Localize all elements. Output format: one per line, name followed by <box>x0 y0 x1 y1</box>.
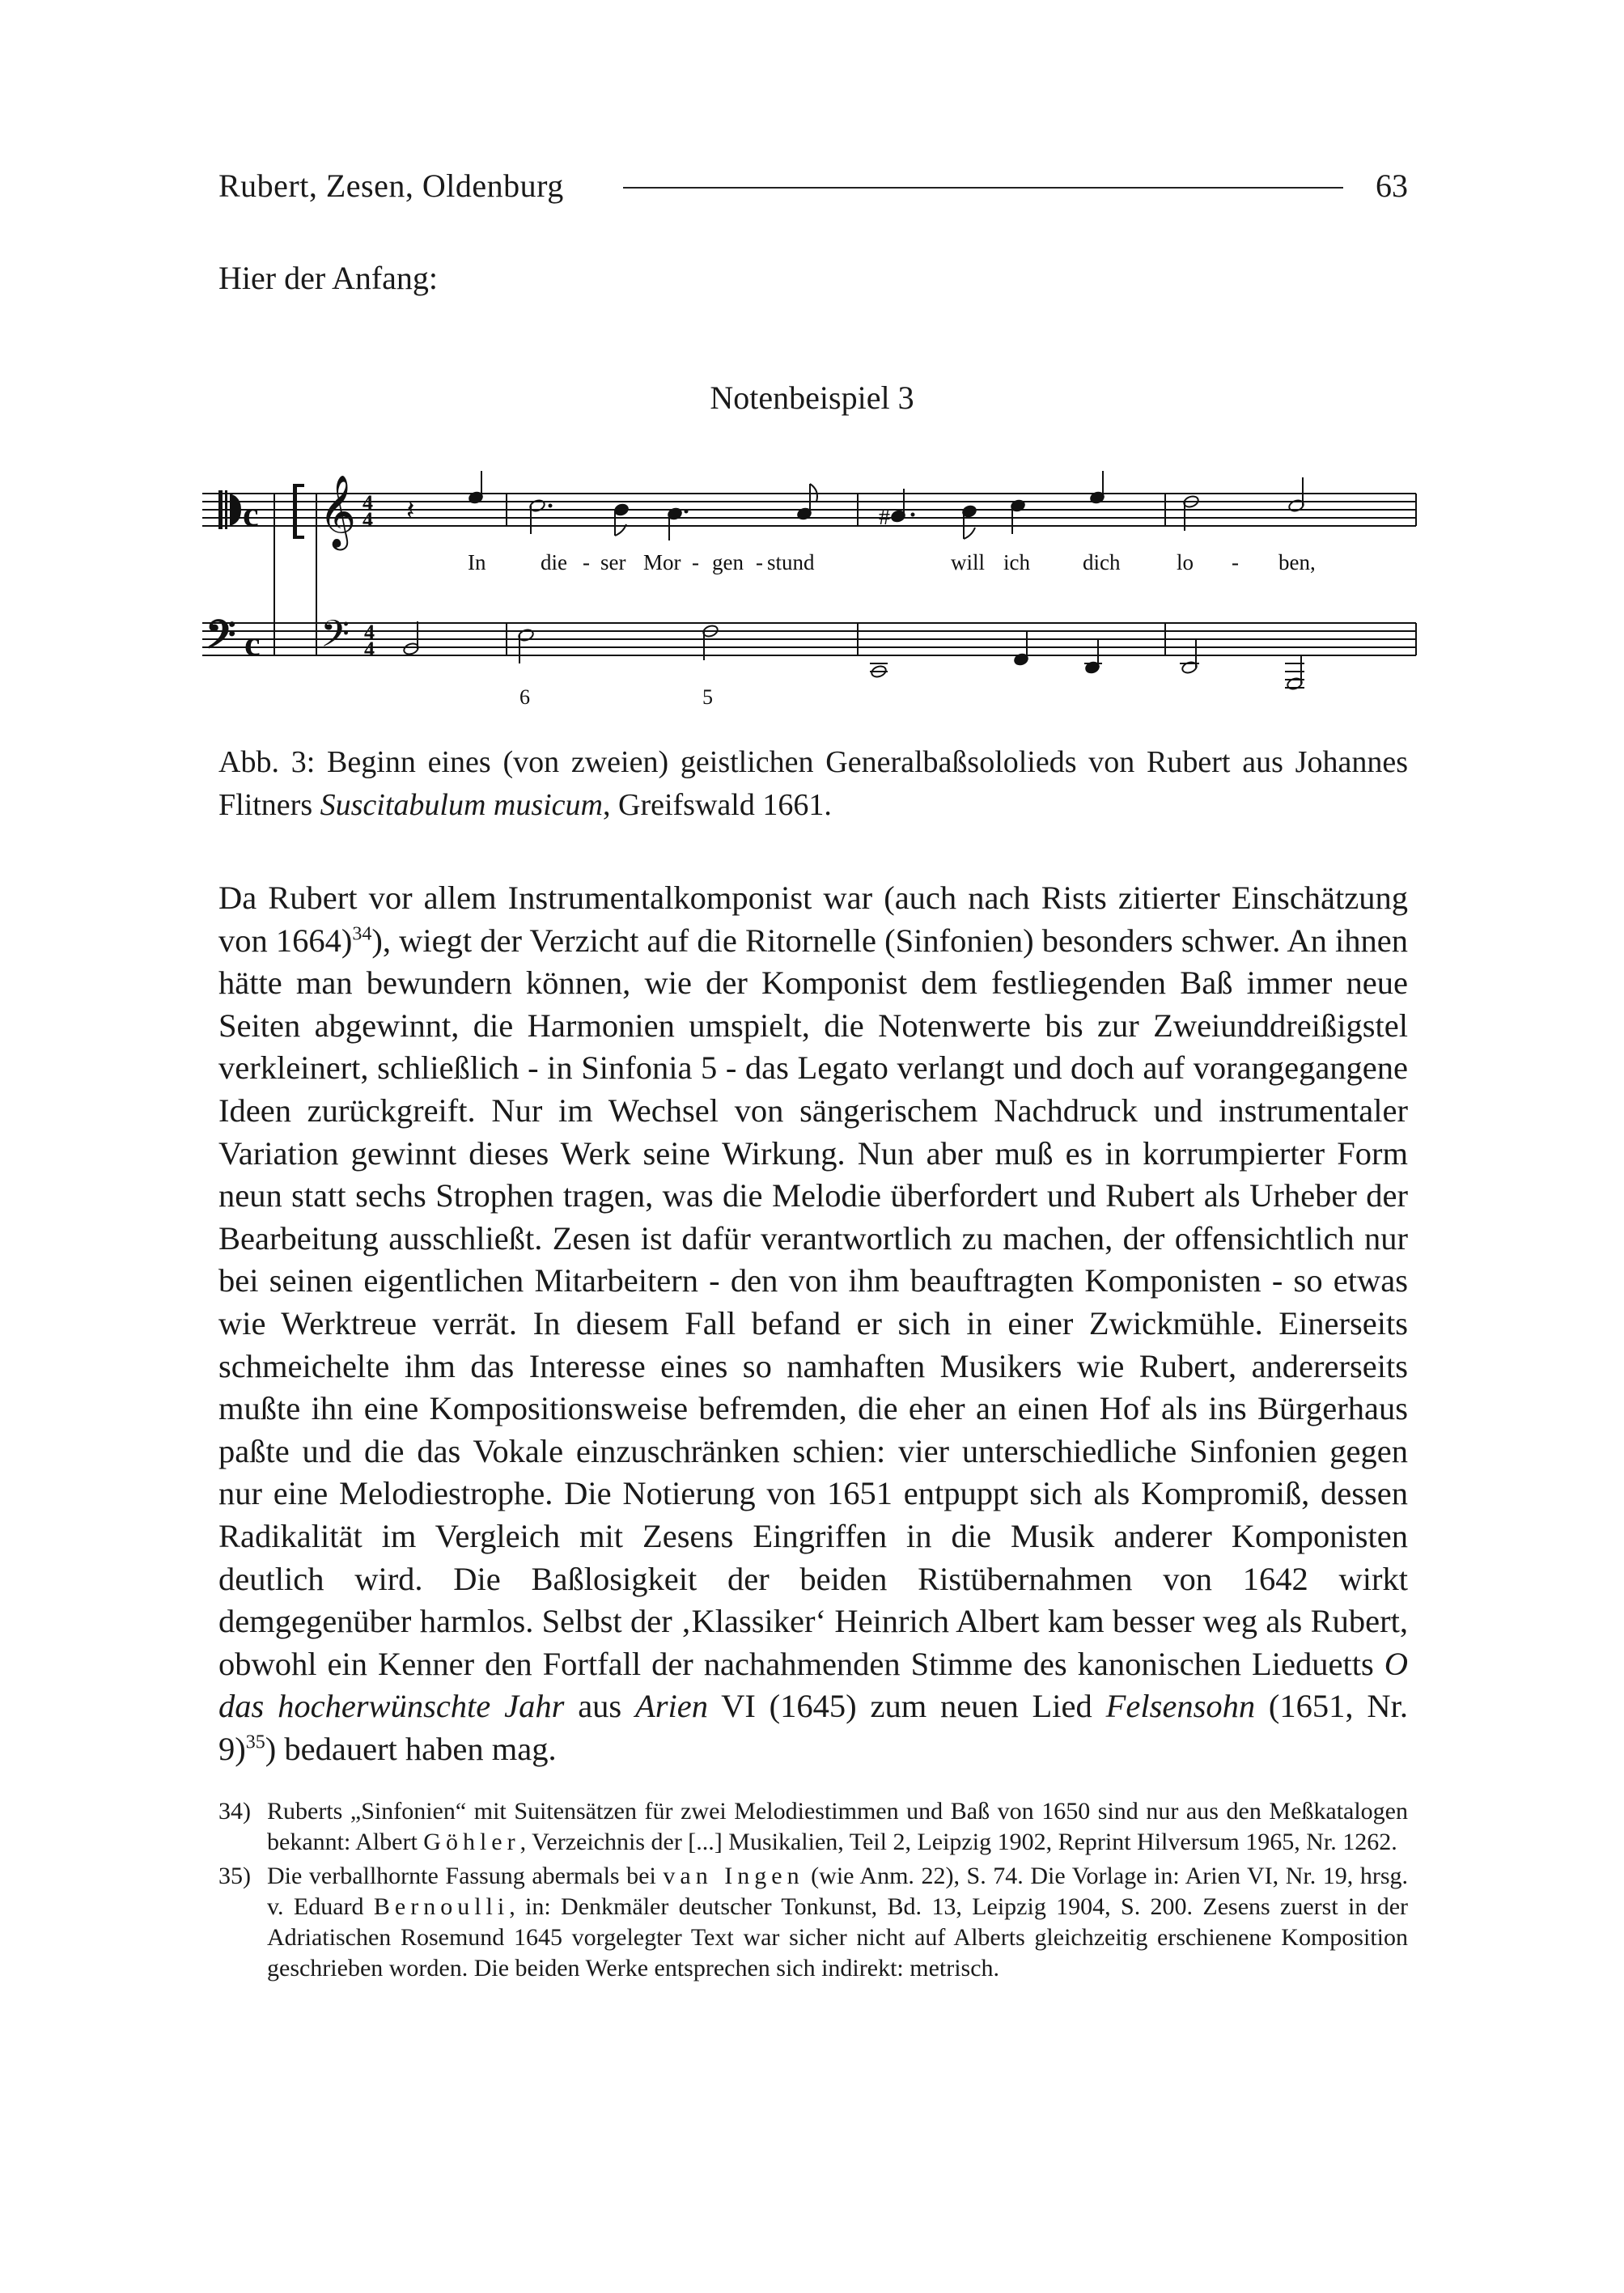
lyric-syllable: dich <box>1083 550 1121 574</box>
lyric-syllable: ser <box>600 550 626 574</box>
body-text-run: ) bedauert haben mag. <box>265 1730 557 1767</box>
footnote-35 <box>218 1861 1408 1984</box>
footnote-run: Ruberts „Sinfonien“ mit Suitensätzen für zwei Melodiestimmen und Baß von 1650 sind nur aus den Meßkatalogen bekannt: Albert <box>267 1798 1408 1855</box>
footnote-ref-34: 34 <box>352 923 372 945</box>
lower-staff <box>202 623 1416 655</box>
music-example-score <box>202 461 1424 728</box>
footnote-run: , in: Denkmäler deutscher Tonkunst, Bd. 13, Leipzig 1904, S. 200. Zesens zuerst in der Adriatischen Rosemund 1645 vorgelegter Text war sicher nicht auf Alberts gleichzeitig erschienene Komposition geschrieben worden. Die beiden Werke entsprechen sich indirekt: metrisch. <box>267 1893 1408 1981</box>
body-text-run: aus <box>564 1688 636 1725</box>
lower-time-top: 4 <box>364 621 375 644</box>
lyric-syllable: Mor <box>643 550 681 574</box>
footnote-run: (wie Anm. 22), S. 74. Die Vorlage in: Arien VI, Nr. 19, hrsg. v. Eduard <box>267 1863 1409 1920</box>
author-name: van Ingen <box>663 1863 804 1889</box>
figure: 5 <box>702 685 713 709</box>
footnote-number: 35) <box>218 1863 251 1889</box>
example-label: Notenbeispiel 3 <box>710 379 914 416</box>
lyric-syllable: ben, <box>1278 550 1316 574</box>
footnote-number: 34) <box>218 1798 251 1825</box>
lyric-syllable: - <box>1232 550 1239 574</box>
caption-title: Suscitabulum musicum <box>320 788 603 822</box>
running-head-title: Rubert, Zesen, Oldenburg <box>218 167 564 204</box>
body-text-run: VI (1645) zum neuen Lied <box>708 1688 1106 1725</box>
lower-time-bottom: 4 <box>364 638 375 661</box>
lyric-syllable: - <box>756 550 763 574</box>
bass-clef-icon: 𝄢 <box>320 614 350 664</box>
figured-bass <box>519 685 713 709</box>
footnote-text <box>267 1861 1408 1984</box>
body-paragraph <box>218 877 1408 1770</box>
svg-text:#: # <box>879 505 890 530</box>
work-title: Felsensohn <box>1105 1688 1256 1725</box>
lyric-syllable: - <box>583 550 590 574</box>
upper-voice-notes <box>406 471 1305 540</box>
caption-text: Abb. 3: Beginn eines (von zweien) geistlichen Generalbaßsololieds von Rubert aus Johannes Flitners <box>218 745 1408 822</box>
footnote-run: , Verzeichnis der [...] Musikalien, Teil 2, Leipzig 1902, Reprint Hilversum 1965, Nr. 1262. <box>519 1829 1397 1855</box>
footnote-34 <box>218 1796 1408 1858</box>
footnote-run: Die verballhornte Fassung abermals bei <box>267 1863 664 1889</box>
body-text <box>218 877 1408 1770</box>
figure: 6 <box>519 685 530 709</box>
upper-time-top: 4 <box>363 491 373 515</box>
intro-line: Hier der Anfang: <box>218 260 439 296</box>
work-title: Arien <box>635 1688 708 1725</box>
lyric-syllable: die <box>541 550 567 574</box>
svg-text:𝄢: 𝄢 <box>206 613 236 666</box>
footnotes <box>218 1796 1408 1987</box>
lyric-syllable: In <box>468 550 486 574</box>
caption-text-end: , Greifswald 1661. <box>603 788 832 822</box>
author-name: Bernoulli <box>373 1893 510 1920</box>
body-text-run: ), wiegt der Verzicht auf die Ritornelle (Sinfonien) besonders schwer. An ihnen hätte man bewundern können, wie der Komponist dem festliegenden Baß immer neue Seiten abgewinnt, die Harmonien umspielt, die Notenwerte bis zur Zweiunddreißigstel verkleinert, schließlich - in Sinfonia 5 - das Legato verlangt und doch auf vorangegangene Ideen zurückgreift. Nur im Wechsel von sängerischem Nachdruck und instrumentaler Variation gewinnt dieses Werk seine Wirkung. Nun aber muß es in korrumpierter Form neun statt sechs Strophen tragen, was die Melodie überfordert und Rubert als Urheber der Bearbeitung ausschließt. Zesen ist dafür verantwortlich zu machen, der offensichtlich nur bei seinen eigentlichen Mitarbeitern - den von ihm beauftragten Komponisten - so etwas wie Werktreue verrät. In diesem Fall befand er sich in einer Zwickmühle. Einerseits schmeichelte ihm das Interesse eines so namhaften Musikers wie Rubert, andererseits mußte ihn eine Kompositionsweise befremden, die eher an einen Hof als ins Bürgerhaus paßte und die das Vokale einzuschränken schien: vier unterschiedliche Sinfonien gegen nur eine Melodiestrophe. Die Notierung von 1651 entpuppt sich als Kompromiß, dessen Radikalität im Vergleich mit Zesens Eingriffen in die Musik anderer Komponisten deutlich wird. Die Baßlosigkeit der beiden Ristübernahmen von 1642 wirkt demgegenüber harmlos. Selbst der ‚Klassiker‘ Heinrich Albert kam besser weg als Rubert, obwohl ein Kenner den Fortfall der nachahmenden Stimme des kanonischen Lieduetts <box>218 922 1408 1682</box>
footnote-ref-35: 35 <box>245 1731 265 1753</box>
work-title: O das hocherwünschte Jahr <box>218 1645 1408 1725</box>
lyric-syllable: ich <box>1003 550 1030 574</box>
running-head <box>218 167 1408 207</box>
footnote-text <box>267 1796 1408 1858</box>
lyric-syllable: will <box>951 550 986 574</box>
lyric-syllable: lo <box>1177 550 1194 574</box>
treble-clef-icon: 𝄞 <box>319 476 357 546</box>
author-name: Göhler <box>423 1829 520 1855</box>
page-number: 63 <box>1376 167 1408 204</box>
figure-caption <box>218 741 1408 827</box>
lyric-syllable: gen <box>712 550 744 574</box>
svg-text:𝄽: 𝄽 <box>406 496 415 526</box>
lyric-syllable: stund <box>767 550 815 574</box>
lyric-syllable: - <box>692 550 699 574</box>
svg-text:c: c <box>243 494 259 534</box>
body-text-run: (1651, Nr. 9) <box>218 1688 1408 1767</box>
running-head-rule <box>623 187 1343 189</box>
lyrics <box>468 550 1316 574</box>
svg-text:c: c <box>244 624 261 663</box>
body-text-run: Da Rubert vor allem Instrumentalkomponist war (auch nach Rists zitierter Einschätzung von 1664) <box>218 879 1408 959</box>
upper-time-bottom: 4 <box>363 508 373 532</box>
